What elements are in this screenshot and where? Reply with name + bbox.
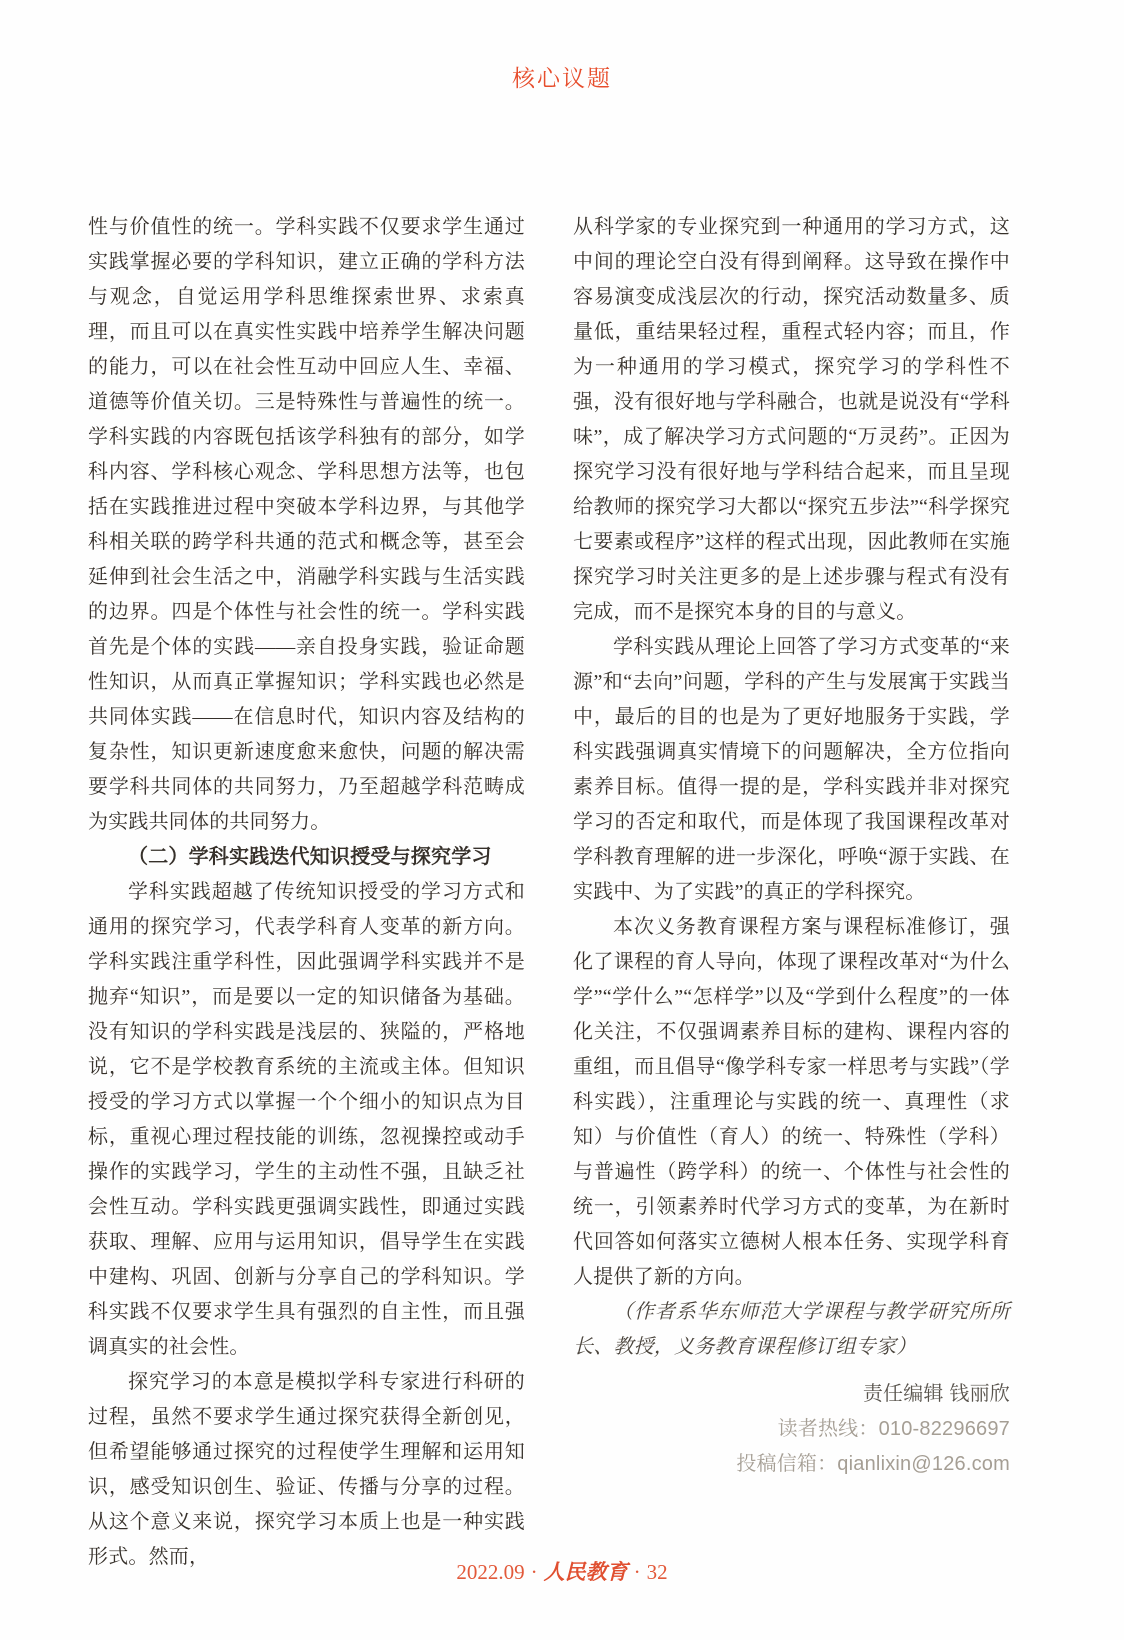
left-column [88, 210, 525, 1575]
paragraph: 探究学习的本意是模拟学科专家进行科研的过程，虽然不要求学生通过探究获得全新创见，但希望能够通过探究的过程使学生理解和运用知识，感受知识创生、验证、传播与分享的过程。从这个意义来说，探究学习本质上也是一种实践形式。然而， [88, 1371, 525, 1568]
footer-separator: · [530, 1560, 538, 1584]
footer-issue: 2022.09 [456, 1560, 525, 1584]
paragraph: 本次义务教育课程方案与课程标准修订，强化了课程的育人导向，体现了课程改革对“为什么学”“学什么”“怎样学”以及“学到什么程度”的一体化关注，不仅强调素养目标的建构、课程内容的重组，而且倡导“像学科专家一样思考与实践”（学科实践），注重理论与实践的统一、真理性（求知）与价值性（育人）的统一、特殊性（学科）与普遍性（跨学科）的统一、个体性与社会性的统一，引领素养时代学习方式的变革，为在新时代回答如何落实立德树人根本任务、实现学科育人提供了新的方向。 [573, 916, 1010, 1288]
paragraph: 学科实践从理论上回答了学习方式变革的“来源”和“去向”问题，学科的产生与发展寓于实践当中，最后的目的也是为了更好地服务于实践，学科实践强调真实情境下的问题解决，全方位指向素养目标。值得一提的是，学科实践并非对探究学习的否定和取代，而是体现了我国课程改革对学科教育理解的进一步深化，呼唤“源于实践、在实践中、为了实践”的真正的学科探究。 [573, 636, 1010, 903]
reader-hotline: 读者热线：010-82296697 [777, 1418, 1010, 1440]
right-column [573, 210, 1010, 1575]
paragraph-continuation: 从科学家的专业探究到一种通用的学习方式，这中间的理论空白没有得到阐释。这导致在操作中容易演变成浅层次的行动，探究活动数量多、质量低，重结果轻过程，重程式轻内容；而且，作为一种通用的学习模式，探究学习的学科性不强，没有很好地与学科融合，也就是说没有“学科味”，成了解决学习方式问题的“万灵药”。正因为探究学习没有很好地与学科结合起来，而且呈现给教师的探究学习大都以“探究五步法”“科学探究七要素或程序”这样的程式出现，因此教师在实施探究学习时关注更多的是上述步骤与程式有没有完成，而不是探究本身的目的与意义。 [573, 216, 1010, 623]
author-note: （作者系华东师范大学课程与教学研究所所长、教授，义务教育课程修订组专家） [573, 1301, 1010, 1358]
section-title: 核心议题 [512, 65, 612, 91]
paragraph: 学科实践超越了传统知识授受的学习方式和通用的探究学习，代表学科育人变革的新方向。学科实践注重学科性，因此强调学科实践并不是抛弃“知识”，而是要以一定的知识储备为基础。没有知识的学科实践是浅层的、狭隘的，严格地说，它不是学校教育系统的主流或主体。但知识授受的学习方式以掌握一个个细小的知识点为目标，重视心理过程技能的训练，忽视操控或动手操作的实践学习，学生的主动性不强，且缺乏社会性互动。学科实践更强调实践性，即通过实践获取、理解、应用与运用知识，倡导学生在实践中建构、巩固、创新与分享自己的学科知识。学科实践不仅要求学生具有强烈的自主性，而且强调真实的社会性。 [88, 881, 525, 1358]
footer-separator: · [633, 1560, 641, 1584]
responsible-editor: 责任编辑 钱丽欣 [862, 1383, 1010, 1405]
editorial-meta [573, 1377, 1010, 1482]
subheading-discipline-practice: （二）学科实践迭代知识授受与探究学习 [128, 846, 492, 868]
page-footer [0, 1556, 1124, 1586]
footer-page-number: 32 [646, 1560, 668, 1584]
article-body [88, 210, 1010, 1575]
submission-email: 投稿信箱：qianlixin@126.com [736, 1453, 1010, 1475]
footer-magazine-name: 人民教育 [543, 1559, 628, 1584]
paragraph-continuation: 性与价值性的统一。学科实践不仅要求学生通过实践掌握必要的学科知识，建立正确的学科方法与观念，自觉运用学科思维探索世界、求索真理，而且可以在真实性实践中培养学生解决问题的能力，可以在社会性互动中回应人生、幸福、道德等价值关切。三是特殊性与普遍性的统一。学科实践的内容既包括该学科独有的部分，如学科内容、学科核心观念、学科思想方法等，也包括在实践推进过程中突破本学科边界，与其他学科相关联的跨学科共通的范式和概念等，甚至会延伸到社会生活之中，消融学科实践与生活实践的边界。四是个体性与社会性的统一。学科实践首先是个体的实践——亲自投身实践，验证命题性知识，从而真正掌握知识；学科实践也必然是共同体实践——在信息时代，知识内容及结构的复杂性，知识更新速度愈来愈快，问题的解决需要学科共同体的共同努力，乃至超越学科范畴成为实践共同体的共同努力。 [88, 216, 525, 833]
